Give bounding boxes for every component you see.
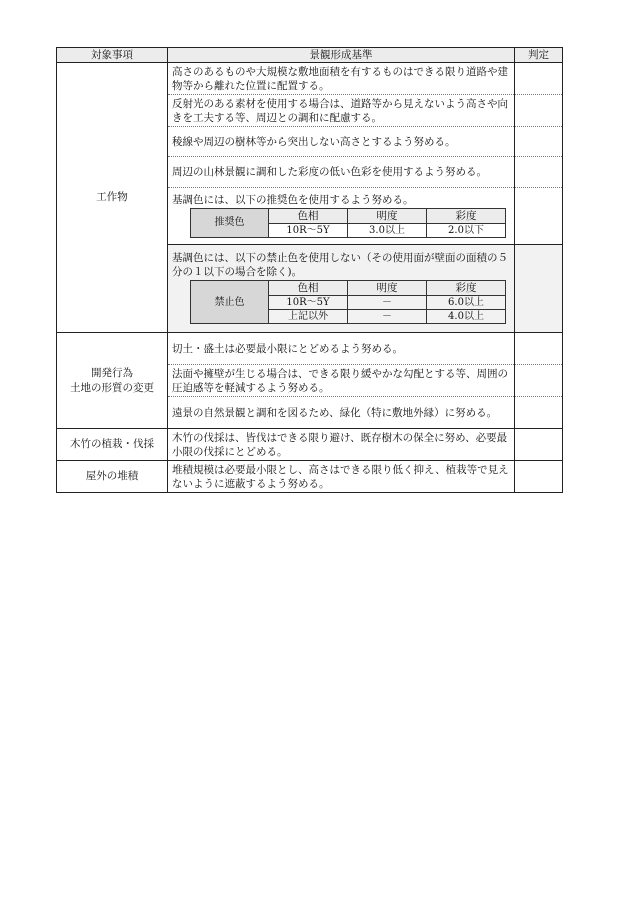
category-trees: 木竹の植栽・伐採 [57,429,168,461]
col-hue: 色相 [269,208,348,223]
value-cell: － [348,310,427,324]
criteria-cell: 稜線や周辺の樹林等から突出しない高さとするよう努める。 [168,127,515,157]
header-judgement: 判定 [515,48,563,63]
criteria-cell: 堆積規模は必要最小限とし、高さはできる限り低く抑え、植栽等で見えないように遮蔽するよう努める。 [168,461,515,493]
judgement-cell[interactable] [515,397,563,429]
category-development: 開発行為 土地の形質の変更 [57,333,168,429]
judgement-cell[interactable] [515,461,563,493]
hue-cell: 上記以外 [269,310,348,324]
prohibited-label: 禁止色 [191,281,269,324]
judgement-cell[interactable] [515,95,563,127]
col-value: 明度 [348,208,427,223]
judgement-cell[interactable] [515,429,563,461]
landscape-criteria-table [56,47,563,493]
table-row [57,429,563,461]
criteria-cell-recommended [168,188,515,245]
criteria-text: 基調色には、以下の推奨色を使用するよう努める。 [172,193,414,206]
criteria-cell: 反射光のある素材を使用する場合は、道路等から見えないよう高さや向きを工夫する等、周辺との調和に配慮する。 [168,95,515,127]
table-row [57,63,563,95]
hue-cell: 10R～5Y [269,223,348,237]
table-row [57,333,563,365]
chroma-cell: 6.0以上 [427,296,506,310]
judgement-cell[interactable] [515,245,563,333]
value-cell: － [348,296,427,310]
col-hue: 色相 [269,281,348,296]
hue-cell: 10R～5Y [269,296,348,310]
col-chroma: 彩度 [427,208,506,223]
judgement-cell[interactable] [515,157,563,188]
criteria-text: 基調色には、以下の禁止色を使用しない（その使用面が壁面の面積の５分の１以下の場合を除く)。 [172,252,508,278]
recommended-label: 推奨色 [191,208,269,237]
header-criteria: 景観形成基準 [168,48,515,63]
prohibited-color-table [190,280,506,324]
col-chroma: 彩度 [427,281,506,296]
criteria-cell: 周辺の山林景観に調和した彩度の低い色彩を使用するよう努める。 [168,157,515,188]
criteria-cell-prohibited [168,245,515,333]
judgement-cell[interactable] [515,333,563,365]
judgement-cell[interactable] [515,127,563,157]
judgement-cell[interactable] [515,365,563,397]
criteria-cell: 遠景の自然景観と調和を図るため、緑化（特に敷地外縁）に努める。 [168,397,515,429]
criteria-cell: 木竹の伐採は、皆伐はできる限り避け、既存樹木の保全に努め、必要最小限の伐採にとどめる。 [168,429,515,461]
recommended-color-table [190,208,506,238]
table-row [57,461,563,493]
criteria-cell: 高さのあるものや大規模な敷地面積を有するものはできる限り道路や建物等から離れた位置に配置する。 [168,63,515,95]
judgement-cell[interactable] [515,63,563,95]
value-cell: 3.0以上 [348,223,427,237]
category-storage: 屋外の堆積 [57,461,168,493]
category-structures: 工作物 [57,63,168,333]
chroma-cell: 2.0以下 [427,223,506,237]
header-category: 対象事項 [57,48,168,63]
criteria-cell: 切土・盛土は必要最小限にとどめるよう努める。 [168,333,515,365]
col-value: 明度 [348,281,427,296]
criteria-cell: 法面や擁壁が生じる場合は、できる限り緩やかな勾配とする等、周囲の圧迫感等を軽減するよう努める。 [168,365,515,397]
judgement-cell[interactable] [515,188,563,245]
header-row [57,48,563,63]
chroma-cell: 4.0以上 [427,310,506,324]
